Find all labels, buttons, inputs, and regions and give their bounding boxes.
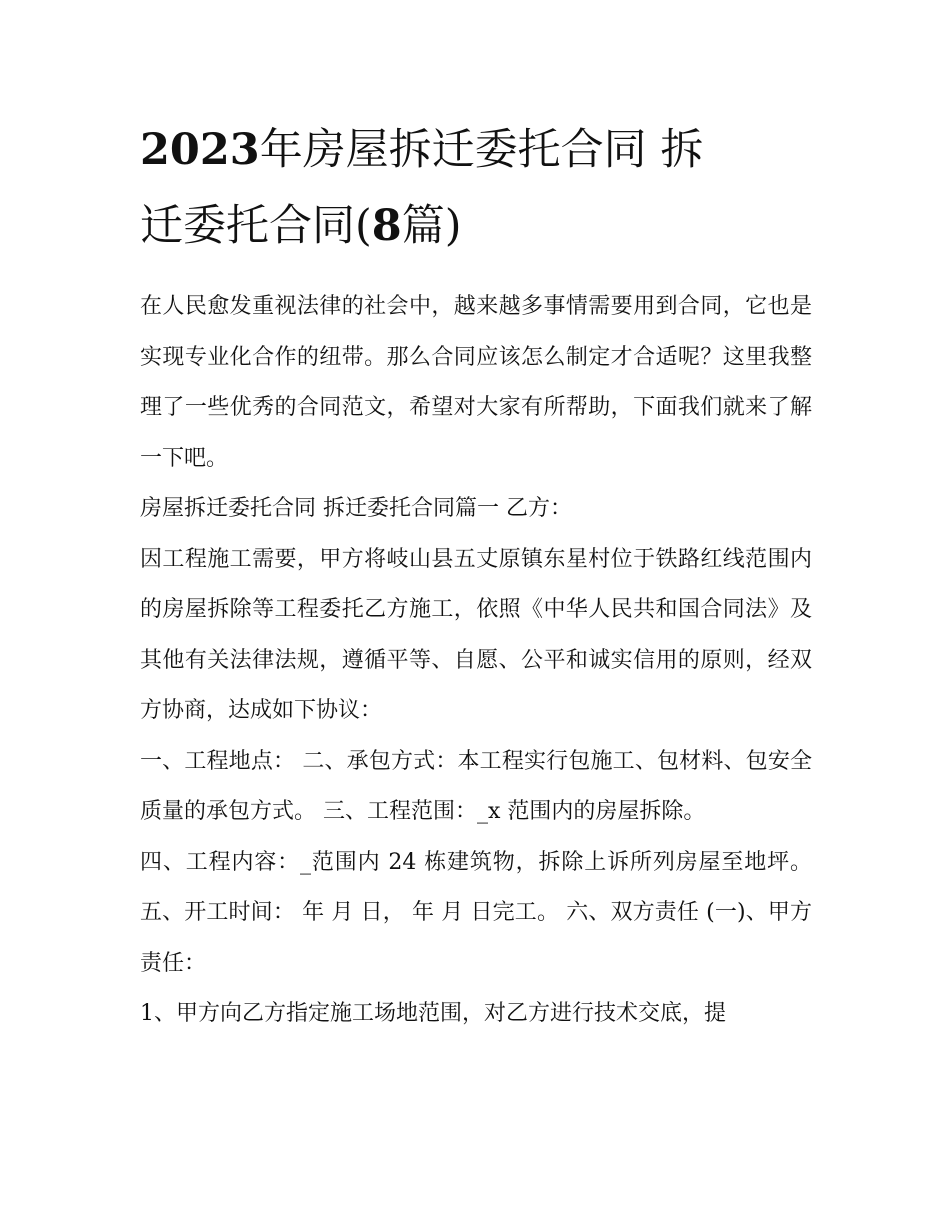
- paragraph-clauses-4-6: 四、工程内容：_范围内 24 栋建筑物，拆除上诉所列房屋至地坪。 五、开工时间： 年 月 日， 年 月 日完工。 六、双方责任 (一)、甲方责任：: [140, 849, 812, 976]
- paragraph-section-heading: 房屋拆迁委托合同 拆迁委托合同篇一 乙方：: [140, 496, 572, 521]
- title-line2-text: 迁委托合同(: [140, 201, 372, 251]
- document-page: [140, 112, 812, 1040]
- document-title: [140, 112, 812, 264]
- title-line2-tail: 篇): [401, 201, 462, 251]
- paragraph-intro: 在人民愈发重视法律的社会中，越来越多事情需要用到合同，它也是实现专业化合作的纽带。那么合同应该怎么制定才合适呢？这里我整理了一些优秀的合同范文，希望对大家有所帮助，下面我们就来了解一下吧。: [140, 294, 812, 471]
- document-body: [140, 282, 812, 1040]
- paragraph-clauses-1-3: 一、工程地点： 二、承包方式：本工程实行包施工、包材料、包安全质量的承包方式。 三、工程范围：_x 范围内的房屋拆除。: [140, 748, 812, 824]
- title-count: 8: [371, 201, 402, 251]
- paragraph-party-a-duty-1: 1、甲方向乙方指定施工场地范围，对乙方进行技术交底，提: [140, 1001, 726, 1026]
- title-year: 2023: [140, 125, 260, 175]
- paragraph-preamble: 因工程施工需要，甲方将岐山县五丈原镇东星村位于铁路红线范围内的房屋拆除等工程委托乙方施工，依照《中华人民共和国合同法》及其他有关法律法规，遵循平等、自愿、公平和诚实信用的原则，经双方协商，达成如下协议：: [140, 546, 812, 723]
- title-line1-text: 年房屋拆迁委托合同 拆: [259, 125, 704, 175]
